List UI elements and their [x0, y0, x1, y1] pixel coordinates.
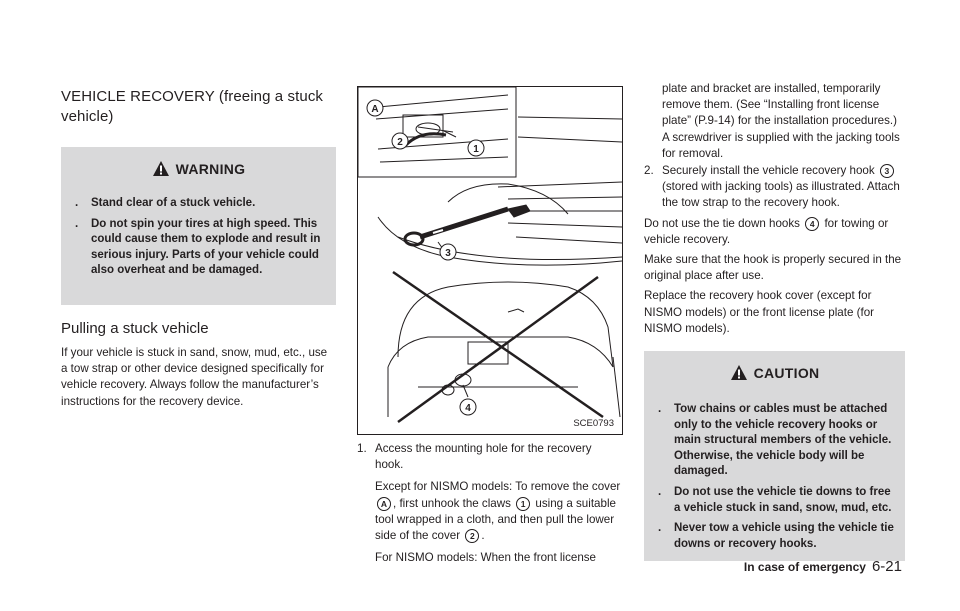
footer-section: In case of emergency: [743, 560, 866, 574]
warning-item-text: Stand clear of a stuck vehicle.: [91, 197, 256, 209]
secure-paragraph: Make sure that the hook is properly secured in the original place after use.: [644, 253, 902, 283]
except-nismo-paragraph: [357, 479, 621, 544]
caution-triangle-icon: [730, 364, 748, 381]
except-text-b: , first unhook the claws: [393, 496, 511, 510]
middle-column: [357, 441, 621, 566]
subheading: Pulling a stuck vehicle: [61, 320, 209, 337]
step-2-number: 2.: [644, 164, 654, 178]
warning-triangle-icon: [152, 160, 170, 177]
recovery-hook-illustration: [357, 86, 623, 435]
caution-item: . Do not use the vehicle tie downs to free a vehicle stuck in sand, snow, mud, etc.: [658, 486, 892, 514]
caution-heading: [644, 351, 905, 392]
page-footer: [744, 558, 902, 575]
callout-a: [367, 100, 383, 116]
right-column: [644, 81, 905, 561]
tie-text-b: for towing or vehicle recovery.: [644, 216, 889, 246]
callout-1-label: 1: [473, 144, 479, 155]
caution-item: . Never tow a vehicle using the vehicle tie downs or recovery hooks.: [658, 522, 894, 550]
page-number: 6-21: [871, 558, 902, 575]
caution-box: [644, 351, 905, 561]
except-text-a: Except for NISMO models: To remove the cover: [375, 480, 621, 494]
callout-a-label: A: [371, 104, 379, 115]
callout-a-ref: A: [377, 497, 391, 511]
callout-4-ref: 4: [805, 217, 819, 231]
warning-item-text: Do not spin your tires at high speed. This could cause them to explode and result in serious injury. Parts of your vehicle could also overheat and be damaged.: [91, 217, 321, 277]
step-2-text-b: (stored with jacking tools) as illustrated. Attach the tow strap to the recovery hook.: [662, 180, 900, 210]
step-1-text: Access the mounting hole for the recovery hook.: [375, 442, 592, 472]
figure-code: SCE0793: [573, 418, 614, 429]
callout-4-label: 4: [465, 403, 471, 414]
callout-3-label: 3: [445, 248, 451, 259]
paragraph: If your vehicle is stuck in sand, snow, mud, etc., use a tow strap or other device designed specifically for vehicle recovery. Always follow the manufacturer’s instructions for the recovery device.: [61, 346, 328, 408]
callout-1: [468, 140, 484, 156]
warning-item: . Stand clear of a stuck vehicle.: [75, 197, 256, 209]
step-1-number: 1.: [357, 442, 367, 455]
tie-down-paragraph: [644, 216, 905, 248]
left-column: [61, 87, 336, 410]
callout-2: [392, 133, 408, 149]
section-title: VEHICLE RECOVERY (freeing a stuck vehicle): [61, 88, 324, 125]
warning-item: . Do not spin your tires at high speed. This could cause them to explode and result in serious injury. Parts of your vehicle could also overheat and be damaged.: [75, 217, 321, 277]
caution-item: . Tow chains or cables must be attached only to the vehicle recovery hooks or main structural members of the vehicle. Otherwise, the vehicle body will be damaged.: [658, 403, 892, 478]
illustration-drawing: [358, 87, 622, 434]
warning-heading: [61, 147, 336, 188]
callout-2-ref: 2: [465, 529, 479, 543]
continuation-text: plate and bracket are installed, temporarily remove them. (See “Installing front license plate” (P.9-14) for the installation procedures.) A screwdriver is supplied with the jacking tools for removal.: [662, 82, 900, 160]
callout-2-label: 2: [397, 137, 403, 148]
tie-text-a: Do not use the tie down hooks: [644, 216, 800, 230]
warning-heading-text: WARNING: [175, 161, 246, 177]
callout-3: [438, 242, 456, 260]
step-1: [357, 441, 621, 473]
caution-item-text: Tow chains or cables must be attached only to the vehicle recovery hooks or main structural members of the vehicle. Otherwise, the vehicle body will be damaged.: [674, 403, 892, 478]
step-2: [644, 163, 905, 212]
callout-4: [460, 385, 476, 415]
step-2-text-a: Securely install the vehicle recovery hook: [662, 164, 875, 178]
except-text-d: .: [481, 529, 485, 543]
replace-paragraph: Replace the recovery hook cover (except for NISMO models) or the front license plate (for NISMO models).: [644, 289, 875, 335]
caution-heading-text: CAUTION: [753, 365, 820, 382]
caution-item-text: Do not use the vehicle tie downs to free a vehicle stuck in sand, snow, mud, etc.: [674, 486, 892, 514]
callout-1-ref: 1: [516, 497, 530, 511]
except-text-c: using a suitable tool wrapped in a cloth, and then pull the lower side of the cover: [375, 496, 616, 543]
nismo-paragraph: For NISMO models: When the front license: [375, 551, 597, 565]
caution-item-text: Never tow a vehicle using the vehicle tie downs or recovery hooks.: [674, 522, 894, 550]
callout-3-ref: 3: [880, 164, 894, 178]
warning-box: [61, 147, 336, 305]
